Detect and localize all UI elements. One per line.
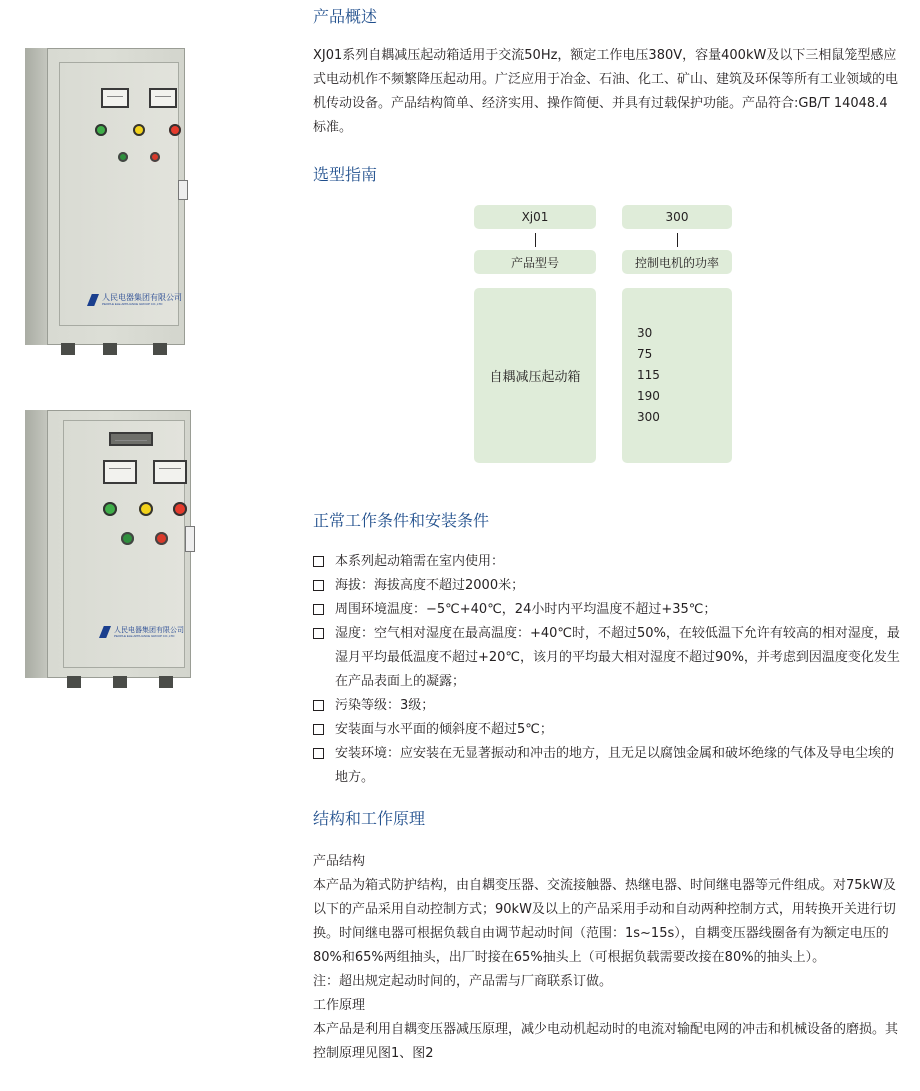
connector-line-model	[535, 233, 536, 247]
checkbox-icon	[313, 724, 324, 735]
condition-text: 湿度：空气相对湿度在最高温度：+40℃时，不超过50%，在较低温下允许有较高的相对湿度，最湿月平均最低温度不超过+20℃，该月的平均最大相对湿度不超过90%，并考虑到因温度变化发生在产品表面上的凝露；	[335, 626, 900, 689]
condition-item	[313, 574, 903, 598]
structure-subheading: 产品结构	[313, 854, 366, 869]
structure-heading: 结构和工作原理	[313, 809, 426, 828]
checkbox-icon	[313, 604, 324, 615]
condition-text: 污染等级：3级；	[335, 698, 435, 713]
principle-subheading: 工作原理	[313, 998, 366, 1013]
condition-text: 周围环境温度：−5℃+40℃，24小时内平均温度不超过+35℃；	[335, 602, 717, 617]
overview-heading: 产品概述	[313, 7, 378, 26]
power-value: 30	[637, 326, 653, 340]
power-code-box: 300	[622, 205, 732, 229]
condition-item	[313, 598, 903, 622]
checkbox-icon	[313, 580, 324, 591]
power-value: 190	[637, 389, 660, 403]
condition-text: 安装环境：应安装在无显著振动和冲击的地方，且无足以腐蚀金属和破坏绝缘的气体及导电尘埃的地方。	[335, 746, 895, 785]
selection-heading: 选型指南	[313, 165, 378, 184]
checkbox-icon	[313, 556, 324, 567]
conditions-heading: 正常工作条件和安装条件	[313, 511, 490, 530]
condition-text: 海拔：海拔高度不超过2000米；	[335, 578, 525, 593]
model-label-box: 产品型号	[474, 250, 596, 274]
cabinet-1-brand: 人民电器集团有限公司	[102, 293, 182, 302]
condition-item	[313, 742, 903, 790]
condition-item	[313, 622, 903, 694]
checkbox-icon	[313, 700, 324, 711]
cabinet-2-brand-en: PEOPLE ELE.APPLIANCE GROUP CO.,LTD	[114, 633, 175, 638]
condition-item	[313, 694, 903, 718]
checkbox-icon	[313, 628, 324, 639]
power-value: 300	[637, 410, 660, 424]
structure-body	[313, 850, 903, 1066]
checkbox-icon	[313, 748, 324, 759]
power-value: 75	[637, 347, 653, 361]
condition-text: 本系列起动箱需在室内使用：	[335, 554, 505, 569]
product-name-box: 自耦减压起动箱	[474, 288, 596, 463]
power-label-box: 控制电机的功率	[622, 250, 732, 274]
connector-line-power	[677, 233, 678, 247]
cabinet-2-brand: 人民电器集团有限公司	[114, 626, 184, 634]
power-values-box	[622, 288, 732, 463]
model-code-box: Xj01	[474, 205, 596, 229]
condition-item	[313, 550, 903, 574]
condition-text: 安装面与水平面的倾斜度不超过5℃；	[335, 722, 553, 737]
cabinet-1-brand-en: PEOPLE ELE.APPLIANCE GROUP CO.,LTD	[102, 302, 163, 306]
condition-item	[313, 718, 903, 742]
principle-text: 本产品是利用自耦变压器减压原理，减少电动机起动时的电流对输配电网的冲击和机械设备的磨损。其控制原理见图1、图2	[313, 1022, 899, 1061]
power-value: 115	[637, 368, 660, 382]
cabinet-image-1	[25, 48, 185, 355]
overview-text: XJ01系列自耦减压起动箱适用于交流50Hz，额定工作电压380V，容量400kW及以下三相鼠笼型感应式电动机作不频繁降压起动用。广泛应用于冶金、石油、化工、矿山、建筑及环保等所有工业领域的电机传动设备。产品结构简单、经济实用、操作简便、并具有过载保护功能。产品符合:GB/T 14048.4标准。	[313, 48, 899, 135]
cabinet-image-2	[25, 410, 191, 688]
conditions-list	[313, 550, 903, 790]
structure-text: 本产品为箱式防护结构，由自耦变压器、交流接触器、热继电器、时间继电器等元件组成。对75kW及以下的产品采用自动控制方式；90kW及以上的产品采用手动和自动两种控制方式，用转换开关进行切换。时间继电器可根据负载自由调节起动时间（范围：1s~15s），自耦变压器线圈备有为额定电压的80%和65%两组抽头，出厂时接在65%抽头上（可根据负载需要改接在80%的抽头上）。	[313, 878, 896, 965]
structure-note: 注：超出规定起动时间的，产品需与厂商联系订做。	[313, 974, 613, 989]
